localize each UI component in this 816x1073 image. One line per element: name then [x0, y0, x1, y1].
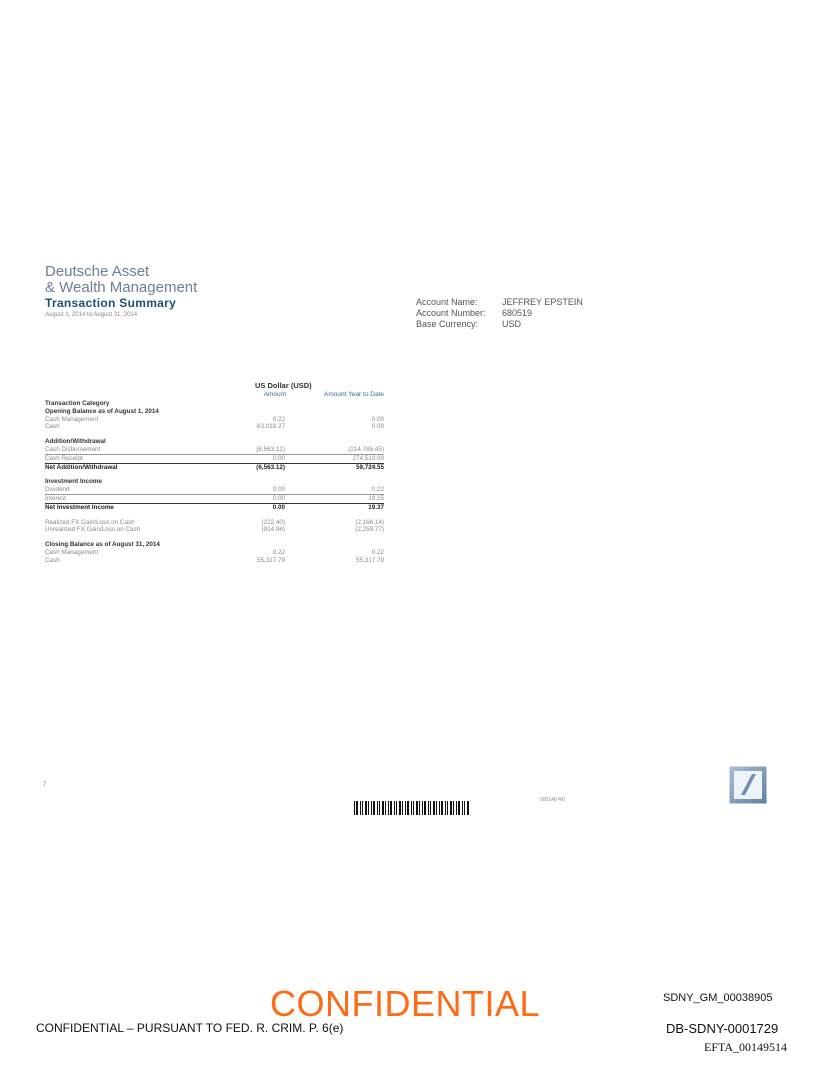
row-amount: 55,317.79 — [256, 556, 285, 564]
row-amount: 0.00 — [272, 454, 285, 462]
account-value: USD — [502, 319, 522, 329]
row-ytd: 59,724.55 — [355, 463, 384, 471]
row-amount: (6,563.12) — [256, 445, 285, 453]
brand-wordmark — [45, 264, 197, 296]
account-row — [416, 319, 583, 330]
row-spacer — [45, 471, 384, 478]
column-header-ytd: Amount Year to Date — [324, 391, 384, 398]
row-label: Closing Balance as of August 31, 2014 — [45, 541, 160, 549]
row-amount: 0.00 — [272, 494, 285, 502]
row-label: Addition/Withdrawal — [45, 438, 106, 446]
transaction-table — [45, 400, 384, 565]
row-label: Cash — [45, 556, 60, 564]
table-row — [45, 455, 384, 463]
row-ytd: 55,317.79 — [355, 556, 384, 564]
barcode-number: 000140 4/0 — [540, 797, 566, 803]
table-row — [45, 541, 384, 549]
row-ytd: 274,510.00 — [352, 454, 384, 462]
row-ytd: 0.00 — [371, 423, 384, 431]
confidential-stamp: CONFIDENTIAL — [270, 983, 541, 1024]
row-label: Investment Income — [45, 478, 103, 486]
table-row — [45, 446, 384, 455]
account-value: 680519 — [502, 308, 533, 318]
page-number: 7 — [43, 782, 47, 788]
row-amount: 63,018.27 — [256, 423, 285, 431]
table-row — [45, 519, 384, 527]
row-label: Cash Management — [45, 415, 99, 423]
row-label: Cash — [45, 423, 60, 431]
row-amount: 0.22 — [272, 548, 285, 556]
row-amount: (914.96) — [261, 526, 285, 534]
table-row — [45, 463, 384, 472]
table-row — [45, 526, 384, 534]
row-ytd: (2,166.14) — [355, 518, 384, 526]
currency-header: US Dollar (USD) — [255, 381, 312, 390]
account-row — [416, 308, 583, 319]
row-amount: 0.00 — [272, 503, 285, 511]
row-label: Cash Management — [45, 548, 99, 556]
row-spacer — [45, 431, 384, 438]
table-row — [45, 503, 384, 512]
barcode-icon — [354, 801, 472, 820]
row-label: Interest — [45, 494, 66, 502]
row-label: Net Investment Income — [45, 503, 114, 511]
row-label: Opening Balance as of August 1, 2014 — [45, 407, 159, 415]
brand-line-2: & Wealth Management — [45, 279, 198, 296]
row-label: Realized FX Gain/Loss on Cash — [45, 518, 135, 526]
row-ytd: 0.00 — [371, 415, 384, 423]
row-ytd: 0.22 — [371, 486, 384, 494]
account-label: Base Currency: — [416, 319, 479, 329]
table-row — [45, 400, 384, 408]
table-row — [45, 495, 384, 503]
account-value: JEFFREY EPSTEIN — [502, 297, 583, 307]
table-row — [45, 557, 384, 565]
table-row — [45, 423, 384, 431]
row-ytd: 0.22 — [371, 548, 384, 556]
row-ytd: 19.37 — [368, 503, 384, 511]
table-row — [45, 486, 384, 495]
row-label: Cash Disbursement — [45, 445, 101, 453]
row-label: Cash Receipt — [45, 454, 83, 462]
row-ytd: (214,785.45) — [348, 445, 384, 453]
row-spacer — [45, 512, 384, 519]
table-row — [45, 438, 384, 446]
account-row — [416, 297, 583, 308]
row-label: Unrealized FX Gain/Loss on Cash — [45, 526, 141, 534]
document-period: August 1, 2014 to August 31, 2014 — [45, 312, 138, 318]
document-title: Transaction Summary — [45, 296, 177, 310]
row-ytd: 19.15 — [368, 494, 384, 502]
table-row — [45, 408, 384, 416]
account-label: Account Name: — [416, 297, 478, 307]
row-amount: (6,563.12) — [256, 463, 285, 471]
table-row — [45, 416, 384, 424]
account-label: Account Number: — [416, 308, 486, 318]
bates-number-bottom: DB-SDNY-0001729 — [666, 1021, 779, 1036]
deutsche-bank-logo-icon — [729, 766, 767, 804]
column-header-amount: Amount — [263, 391, 286, 398]
brand-line-1: Deutsche Asset — [45, 263, 150, 280]
row-ytd: (2,259.77) — [355, 526, 384, 534]
row-label: Transaction Category — [45, 400, 110, 407]
table-row — [45, 549, 384, 557]
confidential-notice: CONFIDENTIAL – PURSUANT TO FED. R. CRIM. P. 6(e) — [36, 1021, 344, 1035]
bates-number-top: SDNY_GM_00038905 — [663, 992, 773, 1004]
row-amount: 0.00 — [272, 486, 285, 494]
row-amount: (222.40) — [261, 518, 285, 526]
row-label: Net Addition/Withdrawal — [45, 463, 118, 471]
row-spacer — [45, 534, 384, 541]
row-amount: 0.22 — [272, 415, 285, 423]
account-info — [416, 297, 583, 330]
row-label: Dividend — [45, 486, 70, 494]
table-row — [45, 478, 384, 486]
efta-number: EFTA_00149514 — [704, 1040, 788, 1054]
